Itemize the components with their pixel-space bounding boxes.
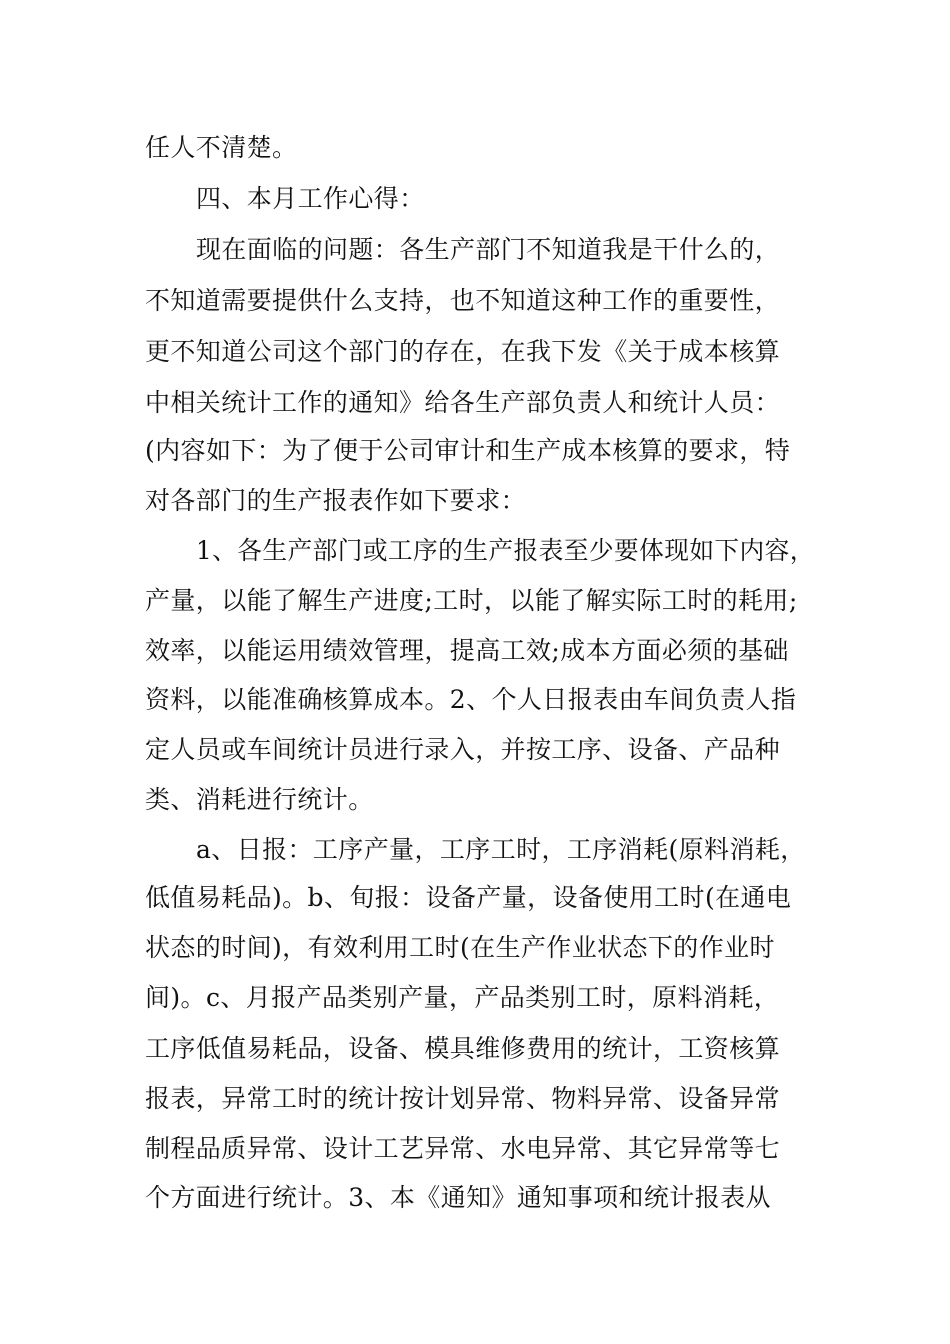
text-line: 定人员或车间统计员进行录入，并按工序、设备、产品种 [145,735,781,764]
text-line: 中相关统计工作的通知》给各生产部负责人和统计人员： [145,388,781,417]
text-line: 更不知道公司这个部门的存在，在我下发《关于成本核算 [145,337,781,366]
paragraph-first-line: 1、各生产部门或工序的生产报表至少要体现如下内容， [196,536,815,565]
text-line: 制程品质异常、设计工艺异常、水电异常、其它异常等七 [145,1134,781,1163]
text-line: 效率，以能运用绩效管理，提高工效;成本方面必须的基础 [145,636,789,665]
text-line: 工序低值易耗品，设备、模具维修费用的统计，工资核算 [145,1034,781,1063]
text-line: 类、消耗进行统计。 [145,785,374,814]
text-line: 对各部门的生产报表作如下要求： [145,486,527,515]
text-line: 产量，以能了解生产进度;工时，以能了解实际工时的耗用; [145,586,798,615]
paragraph-first-line: a、日报：工序产量，工序工时，工序消耗(原料消耗， [196,835,806,864]
text-line: 个方面进行统计。3、本《通知》通知事项和统计报表从 [145,1183,771,1212]
text-line: 间)。c、月报产品类别产量，产品类别工时，原料消耗， [145,983,780,1012]
text-line: (内容如下：为了便于公司审计和生产成本核算的要求，特 [145,436,791,465]
text-line: 低值易耗品)。b、旬报：设备产量，设备使用工时(在通电 [145,883,792,912]
text-line: 不知道需要提供什么支持，也不知道这种工作的重要性， [145,286,781,315]
text-line: 状态的时间)，有效利用工时(在生产作业状态下的作业时 [145,933,775,962]
paragraph-first-line: 现在面临的问题：各生产部门不知道我是干什么的， [196,235,781,264]
text-line: 任人不清楚。 [145,133,298,162]
text-line: 资料，以能准确核算成本。2、个人日报表由车间负责人指 [145,685,797,714]
text-line: 报表，异常工时的统计按计划异常、物料异常、设备异常 [145,1084,781,1113]
section-heading: 四、本月工作心得： [196,184,425,213]
